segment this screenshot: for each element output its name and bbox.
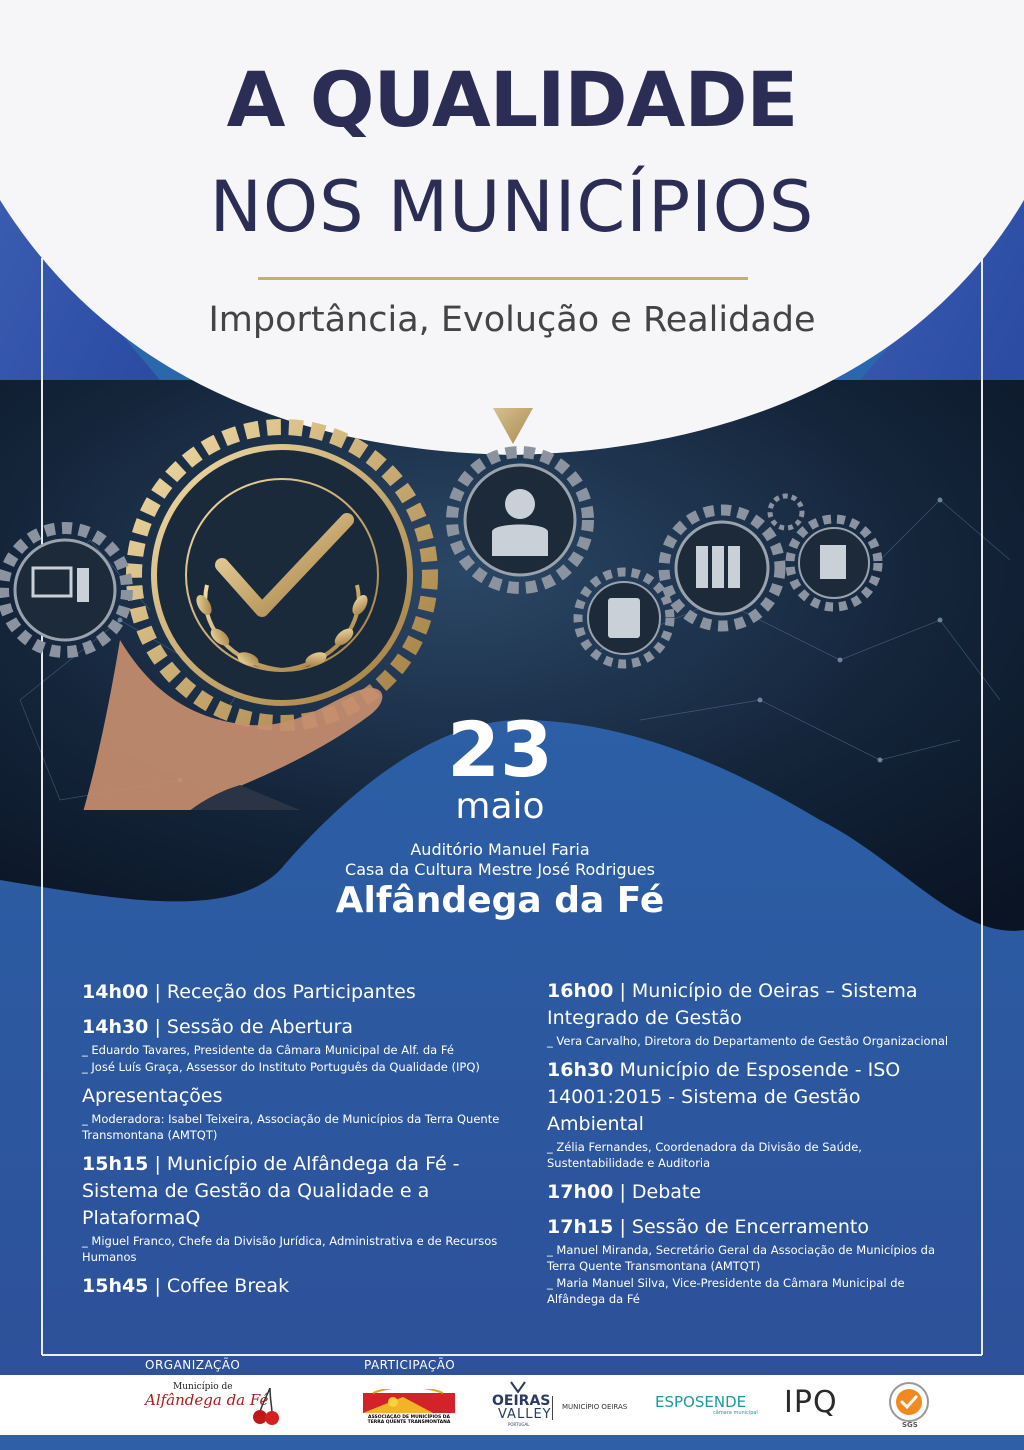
program-item: [82, 1083, 512, 1143]
certification-seal-icon: [882, 1381, 936, 1423]
oeiras-logo-text-4: MUNICÍPIO OEIRAS: [562, 1403, 628, 1411]
venue-line-1: Auditório Manuel Faria: [410, 840, 590, 859]
esposende-logo: [655, 1392, 758, 1416]
sgs-logo: [882, 1381, 936, 1427]
program-item-heading: [82, 1273, 512, 1300]
event-day: 23: [447, 705, 553, 794]
program-item-separator: |: [148, 1275, 167, 1297]
program-item: [547, 1179, 957, 1206]
program-item: [82, 1014, 512, 1075]
page-title-line-2: NOS MUNICÍPIOS: [209, 166, 815, 248]
person-gear: [452, 452, 588, 588]
calculator-gear: [578, 572, 670, 664]
program-item-time: 17h15: [547, 1216, 614, 1238]
amtqt-logo: [363, 1389, 455, 1425]
program-item-title: Município de Oeiras – Sistema Integrado de Gestão: [547, 980, 918, 1029]
program-right-column: [547, 978, 957, 1315]
program-item-separator: |: [148, 1016, 167, 1038]
oeiras-divider: [552, 1396, 553, 1420]
program-item-time: 16h00: [547, 980, 614, 1002]
program-item-separator: |: [613, 980, 632, 1002]
program-item-time: 14h00: [82, 981, 149, 1003]
program-item: [82, 979, 512, 1006]
program-item-heading: [82, 979, 512, 1006]
oeiras-logo-text-2: VALLEY: [498, 1407, 552, 1422]
program-item-speaker: _ Maria Manuel Silva, Vice-Presidente da Câmara Municipal de Alfândega da Fé: [547, 1276, 905, 1306]
ipq-logo: IPQ: [784, 1385, 838, 1420]
venue-line-2: Casa da Cultura Mestre José Rodrigues: [345, 860, 655, 879]
esposende-logo-subtext: câmara municipal: [713, 1410, 758, 1416]
documents-gear: [790, 519, 878, 607]
program-left-column: [82, 979, 512, 1308]
oeiras-v-icon: [510, 1381, 526, 1393]
program-item-title: Sessão de Abertura: [166, 1016, 354, 1038]
program-item-heading: [82, 1151, 512, 1232]
program-item: [547, 1214, 957, 1307]
amtqt-mark: [363, 1389, 455, 1415]
program-item-time: 15h45: [82, 1275, 149, 1297]
program-item-speaker: _ Miguel Franco, Chefe da Divisão Jurídica, Administrativa e de Recursos Humanos: [82, 1234, 498, 1264]
page-title-line-1: A QUALIDADE: [226, 55, 798, 144]
esposende-logo-text: ESPOSENDE: [655, 1393, 747, 1411]
program-item-separator: |: [148, 981, 167, 1003]
program-item: [547, 1057, 957, 1171]
program-item-speaker: _ Moderadora: Isabel Teixeira, Associação de Municípios da Terra Quente Transmontana (AMTQT): [82, 1112, 500, 1142]
program-item-time: 14h30: [82, 1016, 149, 1038]
standard-badge: [134, 427, 430, 723]
bottom-strip: [0, 1435, 1024, 1450]
program-item-speaker: _ José Luís Graça, Assessor do Instituto Português da Qualidade (IPQ): [82, 1060, 480, 1074]
program-item-title: Debate: [631, 1181, 702, 1203]
small-gear: [770, 496, 802, 528]
page-subtitle: Importância, Evolução e Realidade: [208, 300, 816, 340]
program-item: [82, 1151, 512, 1265]
oeiras-logo-text-1: OEIRAS: [492, 1393, 551, 1409]
alfandega-logo-small-text: Município de: [173, 1382, 233, 1392]
program-item-heading: [547, 1179, 957, 1206]
program-item-heading: [547, 1214, 957, 1241]
program-item: [82, 1273, 512, 1300]
amtqt-logo-text: ASSOCIAÇÃO DE MUNICÍPIOS DA TERRA QUENTE TRANSMONTANA: [367, 1415, 451, 1425]
program-item-time: 17h00: [547, 1181, 614, 1203]
program-item-separator: |: [148, 1153, 167, 1175]
program-item: [547, 978, 957, 1049]
program-item-title: Receção dos Participantes: [166, 981, 416, 1003]
program-item-speaker: _ Eduardo Tavares, Presidente da Câmara Municipal de Alf. da Fé: [82, 1043, 454, 1057]
program-item-speaker: _ Zélia Fernandes, Coordenadora da Divisão de Saúde, Sustentabilidade e Auditoria: [547, 1140, 862, 1170]
gold-divider: [258, 277, 748, 280]
program-item-speaker: _ Vera Carvalho, Diretora do Departamento de Gestão Organizacional: [547, 1034, 949, 1048]
program-item-title: Município de Alfândega da Fé - Sistema de Gestão da Qualidade e a PlataformaQ: [82, 1153, 460, 1229]
sgs-logo-text: SGS: [902, 1421, 918, 1429]
alfandega-logo-text: Alfândega da Fé: [145, 1391, 269, 1409]
program-item-separator: |: [613, 1216, 632, 1238]
program-item-separator: |: [613, 1181, 632, 1203]
binders-gear: [664, 510, 780, 626]
program-item-title: Sessão de Encerramento: [631, 1216, 869, 1238]
program-item-heading: [547, 978, 957, 1032]
program-item-speaker: _ Manuel Miranda, Secretário Geral da Associação de Municípios da Terra Quente Transmontana (AMTQT): [547, 1243, 936, 1273]
program-item-time: 16h30: [547, 1059, 614, 1081]
oeiras-logo-text-3: PORTUGAL: [508, 1422, 530, 1427]
venue-city: Alfândega da Fé: [335, 880, 665, 921]
program-item-title: Coffee Break: [166, 1275, 290, 1297]
program-item-heading: [547, 1057, 957, 1138]
computer-gear: [3, 528, 127, 652]
participation-label: PARTICIPAÇÃO: [364, 1358, 456, 1372]
event-month: maio: [455, 786, 545, 827]
cherry-icon: [250, 1386, 280, 1426]
organization-label: ORGANIZAÇÃO: [145, 1358, 241, 1372]
program-item-time: 15h15: [82, 1153, 149, 1175]
program-item-title: Apresentações: [82, 1085, 223, 1107]
program-item-heading: [82, 1014, 512, 1041]
program-item-title: Município de Esposende - ISO 14001:2015 - Sistema de Gestão Ambiental: [547, 1059, 901, 1135]
program-item-heading: [82, 1083, 512, 1110]
